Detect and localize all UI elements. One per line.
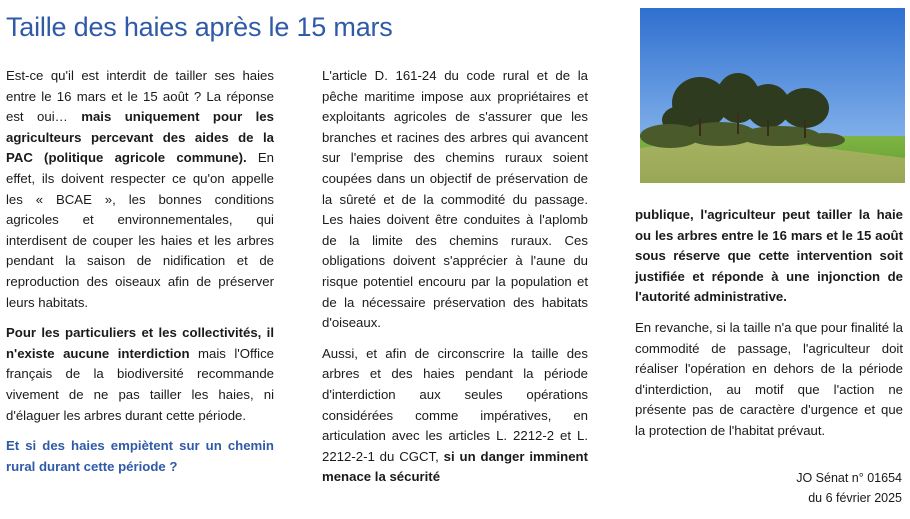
column-middle [322, 66, 588, 498]
intro-text-continued: En effet, ils doivent respecter ce qu'on appelle les « BCAE », les bonnes conditions agricoles et environnementales, qui interdisent de couper les haies et les arbres pendant la saison de nidification et de reproduction des oiseaux afin de préserver leurs habitats. [6, 150, 274, 310]
column-right [635, 205, 903, 452]
source-date: du 6 février 2025 [808, 491, 902, 505]
otherwise-paragraph: En revanche, si la taille n'a que pour finalité la commodité de passage, l'agriculteur doit réaliser l'opération en dehors de la période d'interdiction, au motif que l'action ne présente pas de caractère d'urgence et que la protection de l'habitat prévaut. [635, 319, 903, 438]
intro-paragraph [6, 66, 274, 313]
exception-continued-bold: publique, l'agriculteur peut tailler la haie ou les arbres entre le 16 mars et le 15 août sous réserve que cette intervention soit justifiée et réponde à une injonction de l'autorité administrative. [635, 207, 903, 305]
intro-bold: mais uniquement pour les agriculteurs percevant des aides de la PAC (politique agricole commune). [6, 109, 274, 166]
intro-text: Est-ce qu'il est interdit de tailler ses haies entre le 16 mars et le 15 août ? La réponse est oui… [6, 68, 274, 125]
exception-paragraph [322, 344, 588, 488]
source-journal: JO Sénat n° 01654 [796, 471, 902, 485]
individuals-bold: Pour les particuliers et les collectivités, il n'existe aucune interdiction [6, 325, 274, 361]
column-left [6, 66, 274, 487]
individuals-paragraph [6, 323, 274, 426]
question-heading: Et si des haies empiètent sur un chemin rural durant cette période ? [6, 438, 274, 474]
exception-bold: si un danger imminent menace la sécurité [322, 448, 589, 485]
source-reference [796, 468, 902, 508]
hedge-landscape-image [640, 8, 905, 183]
exception-continued [635, 205, 903, 308]
hedge-photo [640, 8, 905, 183]
article-title: Taille des haies après le 15 mars [6, 12, 393, 42]
individuals-text: mais l'Office français de la biodiversité recommande vivement de ne pas tailler les haies, ni d'élaguer les arbres durant cette période. [6, 345, 274, 423]
article-paragraph: L'article D. 161-24 du code rural et de la pêche maritime impose aux propriétaires et exploitants agricoles de s'assurer que les branches et racines des arbres qui avancent sur l'emprise des chemins ruraux soient coupées dans un objectif de préservation de la sûreté et de la commodité du passage. Les haies doivent être conduites à l'aplomb de la limite des chemins ruraux. Ces obligations doivent s'apprécier à l'aune du risque potentiel encouru par la population et de la nécessaire préservation des habitats d'oiseaux. [322, 68, 588, 331]
exception-text: Aussi, et afin de circonscrire la taille des arbres et des haies pendant la période d'interdiction aux seules opérations considérées comme impératives, en articulation avec les articles L. 2212-2 et L. 2212-2-1 du CGCT, [322, 345, 588, 464]
